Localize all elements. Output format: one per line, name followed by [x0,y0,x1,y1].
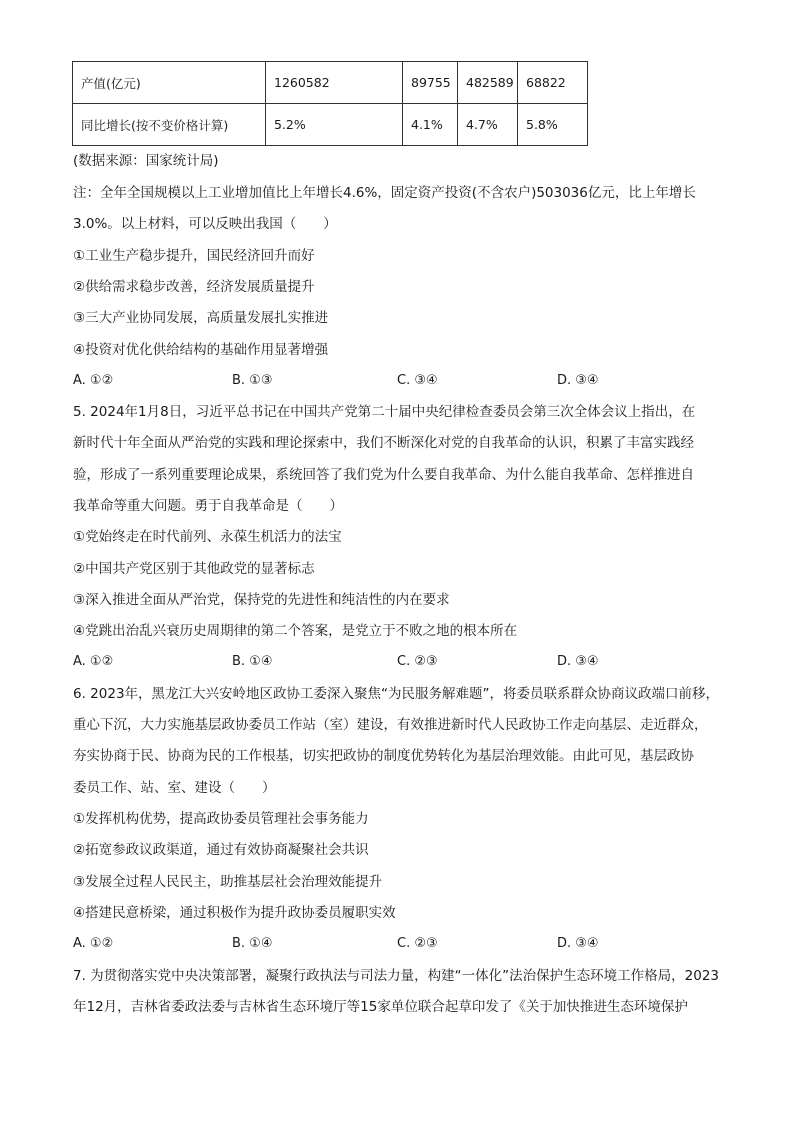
q6-option-c[interactable]: C. ②③ [397,936,438,951]
q4-statement-3: ③三大产业协同发展，高质量发展扎实推进 [73,310,329,326]
q5-option-b[interactable]: B. ①④ [232,654,273,669]
q6-statement-3: ③发展全过程人民民主，助推基层社会治理效能提升 [73,874,383,890]
q5-statement-4: ④党跳出治乱兴衰历史周期律的第二个答案，是党立于不败之地的根本所在 [73,623,518,639]
q5-stem-line: 5. 2024年1月8日，习近平总书记在中国共产党第二十届中央纪律检查委员会第三次全体会议上指出，在 [73,404,696,420]
q5-stem-line: 验，形成了一系列重要理论成果，系统回答了我们党为什么要自我革命、为什么能自我革命、怎样推进自 [73,467,694,483]
q6-option-d[interactable]: D. ③④ [557,936,599,951]
q6-stem-line: 委员工作、站、室、建设（ ） [73,780,276,796]
q4-stem-line: 注：全年全国规模以上工业增加值比上年增长4.6%，固定资产投资(不含农户)503036亿元，比上年增长 [73,185,696,201]
q6-statement-4: ④搭建民意桥梁，通过积极作为提升政协委员履职实效 [73,905,396,921]
table-cell: 同比增长(按不变价格计算) [73,104,266,146]
table-cell: 1260582 [266,62,403,104]
q5-option-d[interactable]: D. ③④ [557,654,599,669]
table-row [73,62,588,104]
statistics-table [72,61,588,146]
q5-stem-line: 我革命等重大问题。勇于自我革命是（ ） [73,498,343,514]
q6-option-b[interactable]: B. ①④ [232,936,273,951]
table-cell: 89755 [403,62,458,104]
table-cell: 4.1% [403,104,458,146]
q6-option-a[interactable]: A. ①② [73,936,114,951]
q5-option-c[interactable]: C. ②③ [397,654,438,669]
q7-stem-line: 7. 为贯彻落实党中央决策部署，凝聚行政执法与司法力量，构建“一体化”法治保护生态环境工作格局，2023 [73,968,720,984]
q4-statement-4: ④投资对优化供给结构的基础作用显著增强 [73,342,329,358]
table-cell: 产值(亿元) [73,62,266,104]
table-cell: 5.2% [266,104,403,146]
q4-option-d[interactable]: D. ③④ [557,373,599,388]
table-cell: 4.7% [458,104,518,146]
q6-stem-line: 重心下沉，大力实施基层政协委员工作站（室）建设，有效推进新时代人民政协工作走向基层、走近群众， [73,717,708,733]
q5-option-a[interactable]: A. ①② [73,654,114,669]
q6-stem-line: 夯实协商于民、协商为民的工作根基，切实把政协的制度优势转化为基层治理效能。由此可见，基层政协 [73,748,694,764]
q6-statement-1: ①发挥机构优势，提高政协委员管理社会事务能力 [73,811,369,827]
table-cell: 482589 [458,62,518,104]
q5-statement-2: ②中国共产党区别于其他政党的显著标志 [73,561,315,577]
q4-statement-1: ①工业生产稳步提升，国民经济回升而好 [73,248,315,264]
q7-stem-line: 年12月，吉林省委政法委与吉林省生态环境厅等15家单位联合起草印发了《关于加快推进生态环境保护 [73,999,688,1015]
q4-option-a[interactable]: A. ①② [73,373,114,388]
table-cell: 5.8% [518,104,588,146]
q4-option-b[interactable]: B. ①③ [232,373,273,388]
q4-statement-2: ②供给需求稳步改善，经济发展质量提升 [73,279,315,295]
q5-statement-1: ①党始终走在时代前列、永葆生机活力的法宝 [73,529,342,545]
table-cell: 68822 [518,62,588,104]
q6-stem-line: 6. 2023年，黑龙江大兴安岭地区政协工委深入聚焦“为民服务解难题”，将委员联系群众协商议政端口前移， [73,686,720,702]
q5-statement-3: ③深入推进全面从严治党，保持党的先进性和纯洁性的内在要求 [73,592,450,608]
q4-stem-line: 3.0%。以上材料，可以反映出我国（ ） [73,216,337,232]
q4-option-c[interactable]: C. ③④ [397,373,438,388]
table-row [73,104,588,146]
data-source-note: (数据来源：国家统计局) [73,153,219,169]
q5-stem-line: 新时代十年全面从严治党的实践和理论探索中，我们不断深化对党的自我革命的认识，积累了丰富实践经 [73,435,694,451]
q6-statement-2: ②拓宽参政议政渠道，通过有效协商凝聚社会共识 [73,842,369,858]
